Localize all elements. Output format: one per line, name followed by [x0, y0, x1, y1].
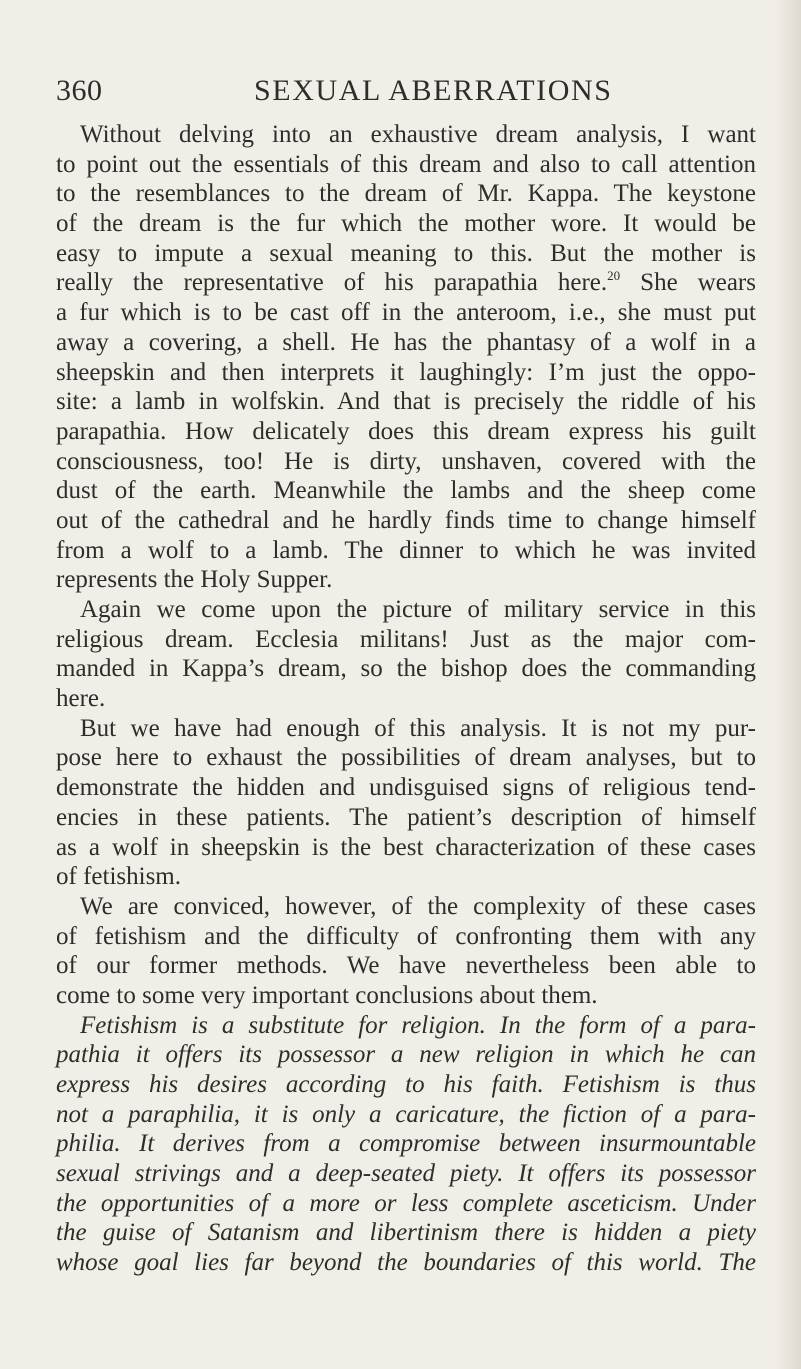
text-line	[56, 1129, 756, 1159]
text-line-content: of our former methods. We have nevertheless been able to	[56, 952, 756, 980]
text-line	[56, 922, 756, 952]
text-line	[56, 506, 756, 536]
text-line-content: We are conviced, however, of the complexity of these cases	[80, 892, 756, 920]
text-line	[56, 1189, 756, 1219]
page-edge-shadow	[775, 0, 801, 1369]
text-line-content: pathia it offers its possessor a new religion in which he can	[56, 1041, 756, 1069]
text-line-content: really the representative of his parapathia here.	[56, 269, 608, 297]
text-line-content: not a paraphilia, it is only a caricature, the fiction of a para-	[56, 1100, 756, 1128]
text-line	[56, 654, 756, 684]
text-line	[56, 1248, 756, 1278]
text-line	[56, 625, 756, 655]
text-line	[56, 328, 756, 358]
text-line-continuation: She wears	[620, 269, 756, 297]
text-line	[56, 1011, 756, 1041]
text-line-content: sheepskin and then interprets it laughingly: I’m just the oppo-	[56, 358, 756, 386]
text-line-content: represents the Holy Supper.	[56, 566, 333, 594]
text-line	[56, 417, 756, 447]
text-line-content: to point out the essentials of this dream and also to call attention	[56, 150, 756, 178]
text-line-content: pose here to exhaust the possibilities of dream analyses, but to	[56, 744, 756, 772]
text-line-content: of the dream is the fur which the mother wore. It would be	[56, 210, 756, 238]
text-line	[56, 268, 756, 298]
running-head	[56, 74, 756, 114]
text-line	[56, 358, 756, 388]
text-line	[56, 209, 756, 239]
text-line	[56, 773, 756, 803]
text-line-content: come to some very important conclusions about them.	[56, 981, 598, 1009]
text-line-content: here.	[56, 685, 106, 713]
text-line	[56, 1100, 756, 1130]
text-line	[56, 595, 756, 625]
text-line-content: away a covering, a shell. He has the phantasy of a wolf in a	[56, 328, 756, 356]
text-line	[56, 476, 756, 506]
text-line	[56, 714, 756, 744]
text-line-content: Without delving into an exhaustive dream analysis, I want	[80, 121, 756, 148]
text-line-content: philia. It derives from a compromise between insurmountable	[56, 1130, 756, 1158]
text-line	[56, 239, 756, 269]
text-line-content: to the resemblances to the dream of Mr. Kappa. The keystone	[56, 180, 756, 208]
text-line-content: out of the cathedral and he hardly finds time to change himself	[56, 506, 756, 534]
text-line	[56, 387, 756, 417]
text-line-content: sexual strivings and a deep-seated piety. It offers its possessor	[56, 1160, 756, 1188]
text-line-content: easy to impute a sexual meaning to this. But the mother is	[56, 239, 756, 267]
text-line	[56, 743, 756, 773]
text-line-content: encies in these patients. The patient’s description of himself	[56, 803, 756, 831]
text-line	[56, 1070, 756, 1100]
text-line-content: site: a lamb in wolfskin. And that is precisely the riddle of his	[56, 388, 756, 416]
text-line	[56, 536, 756, 566]
text-line	[56, 1159, 756, 1189]
text-line-content: But we have had enough of this analysis. It is not my pur-	[80, 714, 756, 742]
text-line-content: parapathia. How delicately does this dream express his guilt	[56, 417, 756, 445]
text-line	[56, 298, 756, 328]
text-line-content: from a wolf to a lamb. The dinner to which he was invited	[56, 536, 756, 564]
text-line-content: whose goal lies far beyond the boundaries of this world. The	[56, 1249, 756, 1277]
text-line	[56, 862, 756, 892]
running-title: SEXUAL ABERRATIONS	[254, 74, 613, 107]
text-line	[56, 150, 756, 180]
text-line-content: consciousness, too! He is dirty, unshaven, covered with the	[56, 447, 756, 475]
text-line-content: Again we come upon the picture of military service in this	[80, 596, 756, 623]
text-line	[56, 120, 756, 150]
text-line	[56, 892, 756, 922]
text-line	[56, 684, 756, 714]
text-line	[56, 803, 756, 833]
text-line	[56, 565, 756, 595]
body-text	[56, 120, 756, 1278]
text-line	[56, 1218, 756, 1248]
text-line	[56, 951, 756, 981]
text-line-content: of fetishism and the difficulty of confronting them with any	[56, 922, 756, 950]
text-line	[56, 833, 756, 863]
page-number: 360	[56, 74, 103, 107]
text-line-content: religious dream. Ecclesia militans! Just as the major com-	[56, 625, 756, 653]
text-line-content: the guise of Satanism and libertinism there is hidden a piety	[56, 1219, 756, 1247]
text-line-content: of fetishism.	[56, 863, 181, 891]
text-line	[56, 179, 756, 209]
text-line-content: Fetishism is a substitute for religion. In the form of a para-	[80, 1011, 756, 1039]
text-line-content: dust of the earth. Meanwhile the lambs and the sheep come	[56, 477, 756, 505]
text-line	[56, 981, 756, 1011]
text-line-content: manded in Kappa’s dream, so the bishop does the commanding	[56, 655, 756, 683]
text-line-content: the opportunities of a more or less complete asceticism. Under	[56, 1189, 756, 1217]
text-line-content: a fur which is to be cast off in the anteroom, i.e., she must put	[56, 299, 756, 327]
text-line-content: demonstrate the hidden and undisguised signs of religious tend-	[56, 774, 756, 802]
text-line	[56, 447, 756, 477]
text-line-content: express his desires according to his faith. Fetishism is thus	[56, 1071, 756, 1098]
footnote-reference: 20	[607, 268, 621, 284]
text-line-content: as a wolf in sheepskin is the best characterization of these cases	[56, 833, 756, 861]
text-line	[56, 1040, 756, 1070]
